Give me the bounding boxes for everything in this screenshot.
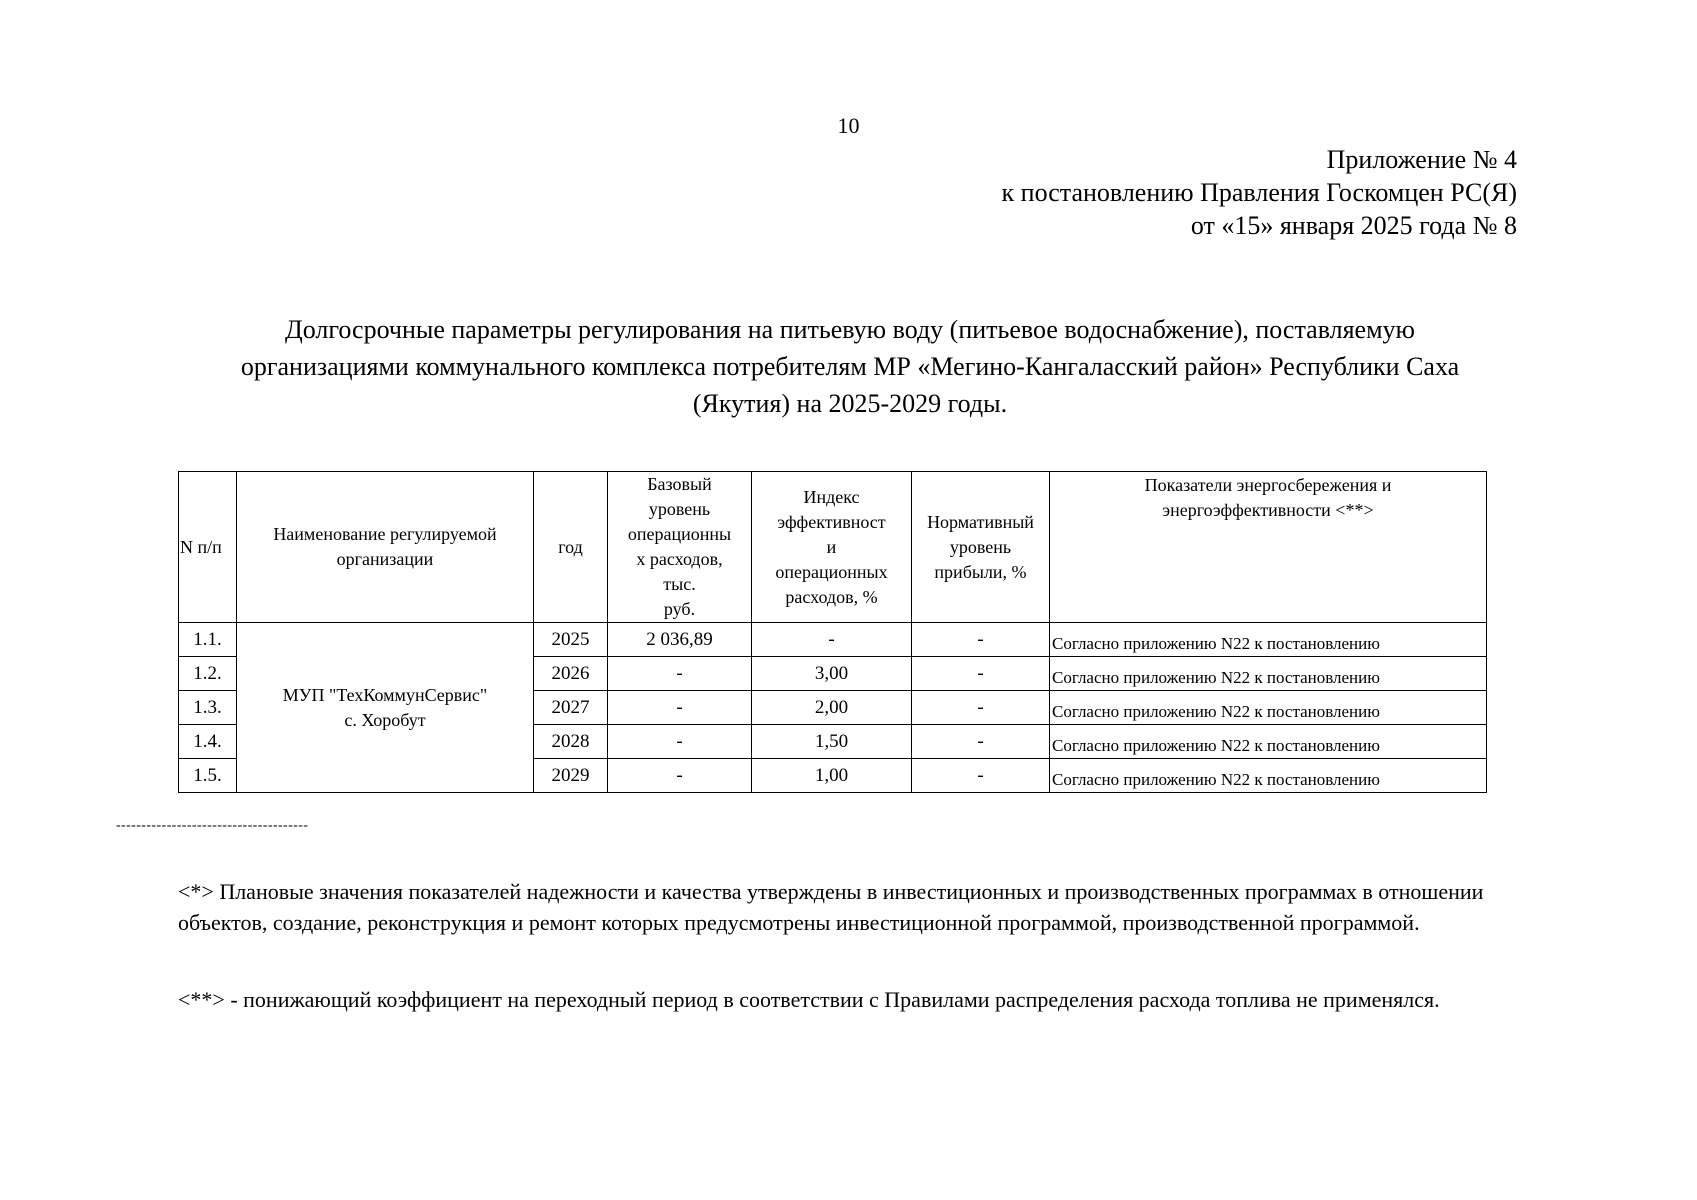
row-number: 1.5. bbox=[179, 759, 237, 793]
header-organization: Наименование регулируемой организации bbox=[237, 472, 534, 623]
page-number: 10 bbox=[837, 113, 860, 138]
row-base-level: 2 036,89 bbox=[608, 623, 752, 657]
header-energy-indicators: Показатели энергосбережения и энергоэффективности <**> bbox=[1050, 472, 1487, 623]
row-efficiency-index: 3,00 bbox=[752, 657, 912, 691]
header-base-level: Базовый уровень операционны х расходов, тыс. руб. bbox=[608, 472, 752, 623]
header-efficiency-index: Индекс эффективност и операционных расходов, % bbox=[752, 472, 912, 623]
row-profit-level: - bbox=[912, 657, 1050, 691]
title-line-2: организациями коммунального комплекса потребителям МР «Мегино-Кангаласский район» Республики Саха bbox=[240, 352, 1460, 381]
title-line-3: (Якутия) на 2025-2029 годы. bbox=[692, 389, 1008, 418]
table-row bbox=[179, 623, 1487, 657]
row-number: 1.3. bbox=[179, 691, 237, 725]
row-energy-indicator: Согласно приложению N22 к постановлению bbox=[1050, 657, 1487, 691]
row-efficiency-index: - bbox=[752, 623, 912, 657]
row-profit-level: - bbox=[912, 623, 1050, 657]
header-number: N п/п bbox=[179, 472, 237, 623]
row-energy-indicator: Согласно приложению N22 к постановлению bbox=[1050, 623, 1487, 657]
row-energy-indicator: Согласно приложению N22 к постановлению bbox=[1050, 725, 1487, 759]
row-profit-level: - bbox=[912, 725, 1050, 759]
row-year: 2028 bbox=[534, 725, 608, 759]
row-year: 2026 bbox=[534, 657, 608, 691]
row-base-level: - bbox=[608, 657, 752, 691]
row-efficiency-index: 1,00 bbox=[752, 759, 912, 793]
row-number: 1.2. bbox=[179, 657, 237, 691]
header-year: год bbox=[534, 472, 608, 623]
row-number: 1.1. bbox=[179, 623, 237, 657]
title-line-1: Долгосрочные параметры регулирования на питьевую воду (питьевое водоснабжение), поставляемую bbox=[285, 315, 1415, 344]
document-title bbox=[160, 311, 1540, 422]
row-year: 2027 bbox=[534, 691, 608, 725]
row-base-level: - bbox=[608, 725, 752, 759]
appendix-reference bbox=[1002, 143, 1517, 242]
row-profit-level: - bbox=[912, 759, 1050, 793]
parameters-table bbox=[178, 471, 1487, 793]
row-number: 1.4. bbox=[179, 725, 237, 759]
footnote-reliability: <*> Плановые значения показателей надежности и качества утверждены в инвестиционных и производственных программах в отношении объектов, создание, реконструкция и ремонт которых предусмотрены инвестиционной программой, производственной программой. bbox=[178, 879, 1484, 935]
row-energy-indicator: Согласно приложению N22 к постановлению bbox=[1050, 759, 1487, 793]
row-profit-level: - bbox=[912, 691, 1050, 725]
organization-name: МУП "ТехКоммунСервис" с. Хоробут bbox=[237, 623, 534, 793]
row-energy-indicator: Согласно приложению N22 к постановлению bbox=[1050, 691, 1487, 725]
appendix-resolution: к постановлению Правления Госкомцен РС(Я) bbox=[1001, 178, 1517, 207]
row-year: 2025 bbox=[534, 623, 608, 657]
row-efficiency-index: 1,50 bbox=[752, 725, 912, 759]
appendix-date: от «15» января 2025 года № 8 bbox=[1190, 211, 1517, 240]
table-header-row bbox=[179, 472, 1487, 623]
appendix-number: Приложение № 4 bbox=[1326, 145, 1517, 174]
footnote-separator: -------------------------------------- bbox=[116, 818, 309, 833]
row-base-level: - bbox=[608, 759, 752, 793]
footnote-coefficient: <**> - понижающий коэффициент на переходный период в соответствии с Правилами распределения расхода топлива не применялся. bbox=[178, 987, 1440, 1012]
row-year: 2029 bbox=[534, 759, 608, 793]
header-profit-level: Нормативный уровень прибыли, % bbox=[912, 472, 1050, 623]
row-base-level: - bbox=[608, 691, 752, 725]
row-efficiency-index: 2,00 bbox=[752, 691, 912, 725]
